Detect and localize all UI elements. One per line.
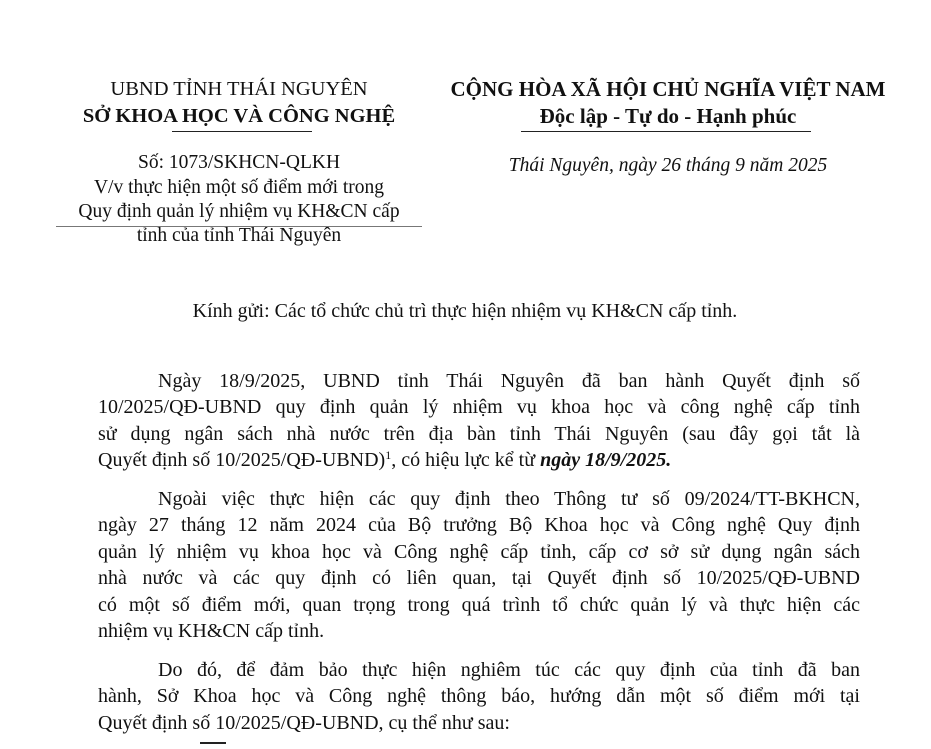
issuing-authority-parent: UBND TỈNH THÁI NGUYÊN: [110, 78, 368, 100]
paragraph-line: quản lý nhiệm vụ khoa học và Công nghệ cấp tỉnh, cấp cơ sở sử dụng ngân sách: [98, 540, 860, 563]
body-paragraph-2: [98, 486, 860, 644]
place-and-date: Thái Nguyên, ngày 26 tháng 9 năm 2025: [508, 155, 828, 176]
body-paragraph-1: [98, 368, 860, 474]
effective-text: , có hiệu lực kể từ: [391, 449, 541, 472]
next-line-fragment: [200, 742, 226, 744]
paragraph-line: ngày 27 tháng 12 năm 2024 của Bộ trưởng Bộ Khoa học và Công nghệ Quy định: [98, 514, 860, 537]
paragraph-line: Ngày 18/9/2025, UBND tỉnh Thái Nguyên đã ban hành Quyết định số: [158, 370, 860, 392]
motto-underline: [521, 131, 811, 132]
paragraph-line: hành, Sở Khoa học và Công nghệ thông báo, hướng dẫn một số điểm mới tại: [98, 685, 860, 708]
document-number: Số: 1073/SKHCN-QLKH: [137, 152, 341, 173]
paragraph-line: Do đó, để đảm bảo thực hiện nghiêm túc các quy định của tỉnh đã ban: [158, 659, 860, 681]
national-title: CỘNG HÒA XÃ HỘI CHỦ NGHĨA VIỆT NAM: [450, 77, 886, 101]
document-subject: [48, 176, 430, 248]
recipient-line: Kính gửi: Các tổ chức chủ trì thực hiện nhiệm vụ KH&CN cấp tỉnh.: [192, 300, 738, 322]
authority-underline: [172, 131, 312, 132]
footnote-marker: 1: [385, 448, 392, 463]
paragraph-line: [98, 447, 860, 473]
paragraph-line: có một số điểm mới, quan trọng trong quá trình tổ chức quản lý và thực hiện các: [98, 593, 860, 616]
paragraph-line: Ngoài việc thực hiện các quy định theo Thông tư số 09/2024/TT-BKHCN,: [158, 488, 860, 510]
effective-date: ngày 18/9/2025.: [540, 449, 672, 472]
body-paragraph-3: [98, 657, 860, 736]
paragraph-line: nhà nước và các quy định có liên quan, tại Quyết định số 10/2025/QĐ-UBND: [98, 567, 860, 590]
paragraph-line: sử dụng ngân sách nhà nước trên địa bàn tỉnh Thái Nguyên (sau đây gọi tắt là: [98, 422, 860, 445]
paragraph-line: 10/2025/QĐ-UBND quy định quản lý nhiệm vụ khoa học và công nghệ cấp tỉnh: [98, 396, 860, 419]
national-motto: Độc lập - Tự do - Hạnh phúc: [539, 104, 797, 128]
issuing-authority: SỞ KHOA HỌC VÀ CÔNG NGHỆ: [82, 105, 396, 127]
subject-underline: [56, 226, 422, 227]
subject-line-1: V/v thực hiện một số điểm mới trong: [93, 177, 385, 198]
paragraph-line: Quyết định số 10/2025/QĐ-UBND, cụ thể như sau:: [98, 711, 510, 734]
paragraph-line: nhiệm vụ KH&CN cấp tỉnh.: [98, 620, 325, 643]
subject-line-3: tỉnh của tỉnh Thái Nguyên: [136, 225, 342, 246]
decision-reference: Quyết định số 10/2025/QĐ-UBND): [98, 449, 386, 472]
subject-line-2: Quy định quản lý nhiệm vụ KH&CN cấp: [78, 201, 400, 222]
